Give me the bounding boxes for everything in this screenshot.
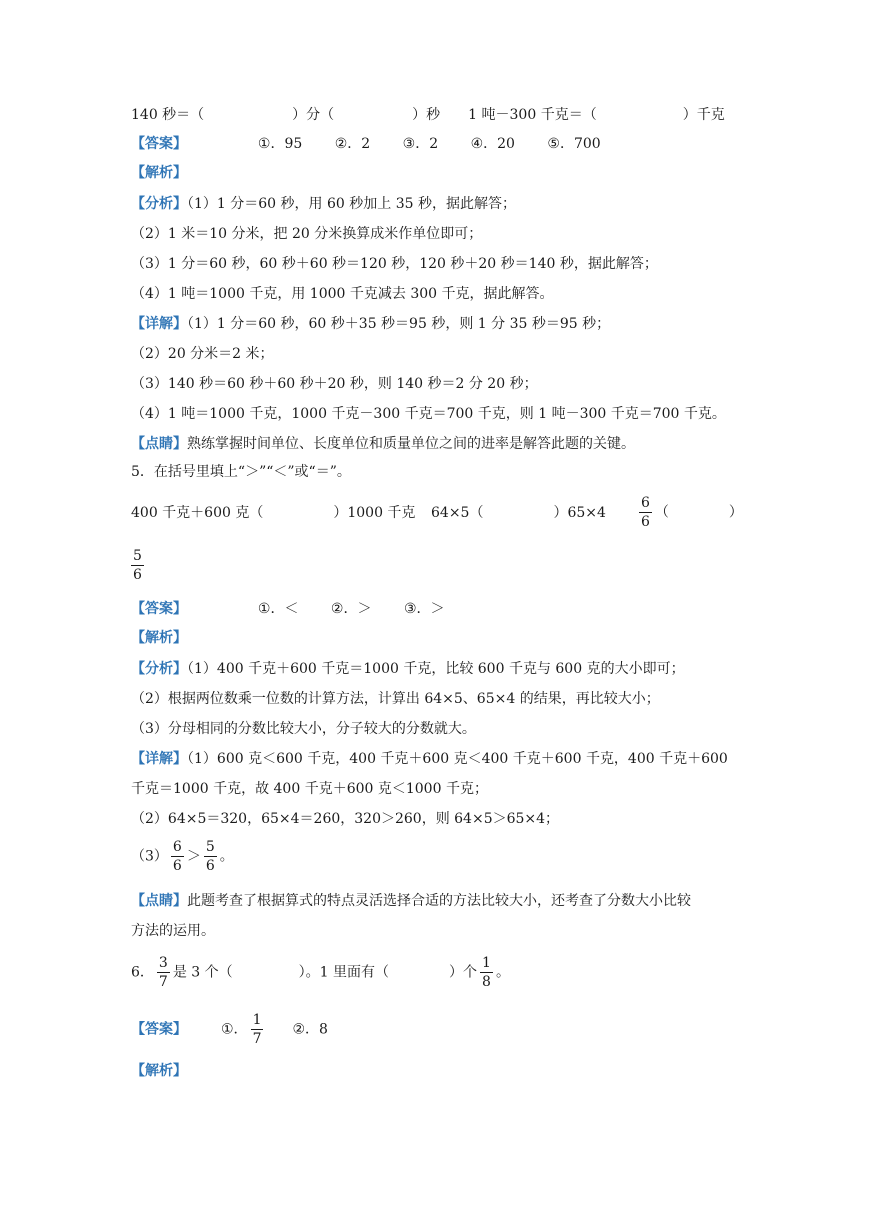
detail-tag: 【详解】 [131,751,187,767]
q5-point-line [131,891,691,911]
q5-detail-line [131,749,728,769]
q5-text: 400 千克＋600 克（ [131,505,264,521]
q6-answer-line [131,1011,328,1048]
q5-text: ）65×4 [553,505,606,521]
q5-text: ）1000 千克 [333,505,416,521]
q4-question-line [131,104,725,124]
answer-item: ①．＜ [257,601,299,617]
answer-item: ②．＞ [330,601,372,617]
q4-analysis-line: （4）1 吨＝1000 千克，用 1000 千克减去 300 千克，据此解答。 [131,286,554,302]
jiexi-tag: 【解析】 [131,1063,187,1079]
answer-item: ⑤．700 [547,136,601,152]
q4-detail-line [131,314,610,334]
q4-text: 1 吨－300 千克＝（ [468,107,597,123]
q4-detail-line: （3）140 秒＝60 秒＋60 秒＋20 秒，则 140 秒＝2 分 20 秒； [131,376,538,392]
answer-item: ①． [221,1021,248,1038]
q5-text: ） [728,504,743,521]
q4-analysis-line [131,194,516,214]
answer-item: ③．2 [402,136,439,152]
point-tag: 【点睛】 [131,436,187,452]
answer-tag: 【答案】 [131,136,187,152]
fraction: $\frac{6}{6}$ [172,839,182,874]
q5-detail-line-fractions [131,838,234,875]
answer-item: ②．8 [292,1021,328,1038]
q6-text: ）个 [449,964,478,981]
fraction: $\frac{1}{8}$ [482,955,491,990]
fraction: $\frac{1}{7}$ [252,1012,262,1047]
jiexi-tag: 【解析】 [131,165,187,181]
point-tag: 【点睛】 [131,893,187,909]
analysis-text: （1）1 分＝60 秒，用 60 秒加上 35 秒，据此解答； [187,196,516,212]
q4-answer-line [131,134,601,154]
fraction: $\frac{6}{6}$ [641,495,650,530]
detail-text: ＞ [186,848,201,865]
point-text: 此题考查了根据算式的特点灵活选择合适的方法比较大小，还考查了分数大小比较 [187,893,691,909]
q5-analysis-line [131,659,685,679]
jiexi-tag: 【解析】 [131,630,187,646]
q4-text: ）分（ [292,107,335,123]
q5-expr-3 [636,494,743,531]
q5-expr-1 [131,503,415,523]
detail-text: （1）600 克＜600 千克，400 千克＋600 克＜400 千克＋600 千克，400 千克＋600 [187,751,728,767]
q6-text: ）。1 里面有（ [298,964,390,981]
detail-text: （3） [131,848,168,865]
detail-text: （1）1 分＝60 秒，60 秒＋35 秒＝95 秒，则 1 分 35 秒＝95 秒； [187,316,611,332]
q6-text: 。 [495,964,510,981]
q5-detail-line: 千克＝1000 千克，故 400 千克＋600 克＜1000 千克； [131,781,488,797]
answer-tag: 【答案】 [131,601,187,617]
q5-detail-line: （2）64×5＝320，65×4＝260，320＞260，则 64×5＞65×4； [131,811,560,827]
q4-text: ）秒 [412,107,441,123]
q6-text: 是 3 个（ [172,964,233,981]
detail-tag: 【详解】 [131,316,187,332]
answer-item: ①．95 [257,136,303,152]
q5-answer-line [131,599,445,619]
fraction: $\frac{5}{6}$ [133,548,142,583]
q4-detail-line: （4）1 吨＝1000 千克，1000 千克－300 千克＝700 千克，则 1 吨－300 千克＝700 千克。 [131,406,726,422]
q5-text: （ [654,504,669,521]
q4-analysis-line: （2）1 米＝10 分米，把 20 分米换算成米作单位即可； [131,226,483,242]
q4-text: 140 秒＝（ [131,107,205,123]
q4-text: ）千克 [682,107,725,123]
answer-item: ③．＞ [403,601,445,617]
q6-question-line [131,954,510,991]
point-text: 熟练掌握时间单位、长度单位和质量单位之间的进率是解答此题的关键。 [187,436,635,452]
q5-expr-3-frac2 [131,547,144,584]
answer-item: ④．20 [470,136,515,152]
q4-detail-line: （2）20 分米＝2 米； [131,346,274,362]
fraction: $\frac{5}{6}$ [205,839,215,874]
fraction: $\frac{3}{7}$ [158,955,168,990]
answer-item: ②．2 [334,136,371,152]
q4-point-line [131,434,635,454]
answer-tag: 【答案】 [131,1021,187,1038]
analysis-tag: 【分析】 [131,196,187,212]
detail-text: 。 [219,848,234,865]
q6-number: 6． [131,964,154,981]
q5-title: 5．在括号里填上“＞”“＜”或“＝”。 [131,464,351,480]
q5-text: 64×5（ [431,505,484,521]
analysis-text: （1）400 千克＋600 千克＝1000 千克，比较 600 千克与 600 克的大小即可； [187,661,685,677]
q5-analysis-line: （3）分母相同的分数比较大小，分子较大的分数就大。 [131,721,476,737]
q4-analysis-line: （3）1 分＝60 秒，60 秒＋60 秒＝120 秒，120 秒＋20 秒＝140 秒，据此解答； [131,256,658,272]
analysis-tag: 【分析】 [131,661,187,677]
q5-expr-2 [431,503,606,523]
q5-point-line: 方法的运用。 [131,923,215,939]
q5-analysis-line: （2）根据两位数乘一位数的计算方法，计算出 64×5、65×4 的结果，再比较大小； [131,691,660,707]
